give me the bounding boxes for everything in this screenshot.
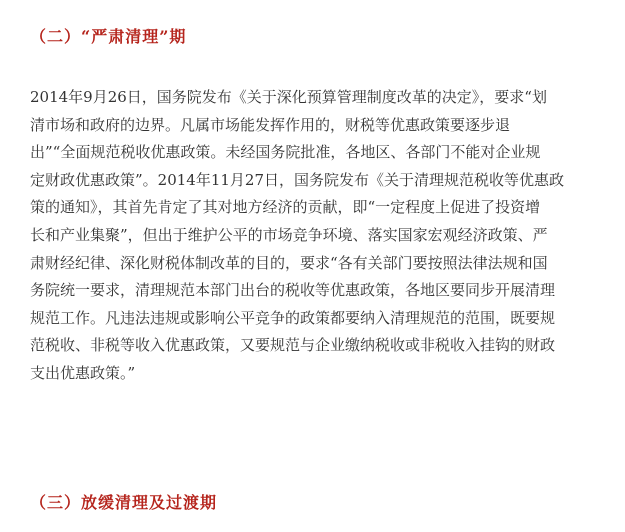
paragraph-line: 务院统一要求，清理规范本部门出台的税收等优惠政策，各地区要同步开展清理 (30, 281, 556, 300)
paragraph-line: 2014年9月26日，国务院发布《关于深化预算管理制度改革的决定》，要求“划 (30, 88, 547, 106)
section-heading-three: （三）放缓清理及过渡期 (30, 493, 218, 512)
body-paragraph (30, 84, 605, 388)
paragraph-line: 策的通知》，其首先肯定了其对地方经济的贡献，即“一定程度上促进了投资增 (30, 198, 541, 217)
paragraph-line: 肃财经纪律、深化财税体制改革的目的，要求“各有关部门要按照法律法规和国 (30, 253, 548, 272)
paragraph-line: 定财政优惠政策”。2014年11月27日，国务院发布《关于清理规范税收等优惠政 (30, 170, 565, 189)
paragraph-line: 支出优惠政策。” (30, 363, 136, 382)
paragraph-line: 规范工作。凡违法违规或影响公平竞争的政策都要纳入清理规范的范围，既要规 (30, 308, 556, 327)
section-heading-two: （二）“严肃清理”期 (30, 27, 187, 46)
paragraph-line: 出”“全面规范税收优惠政策。未经国务院批准，各地区、各部门不能对企业规 (30, 143, 541, 162)
paragraph-line: 范税收、非税等收入优惠政策，又要规范与企业缴纳税收或非税收入挂钩的财政 (30, 336, 556, 355)
paragraph-line: 清市场和政府的边界。凡属市场能发挥作用的，财税等优惠政策要逐步退 (30, 115, 511, 134)
paragraph-line: 长和产业集聚”，但出于维护公平的市场竞争环境、落实国家宏观经济政策、严 (30, 225, 548, 244)
